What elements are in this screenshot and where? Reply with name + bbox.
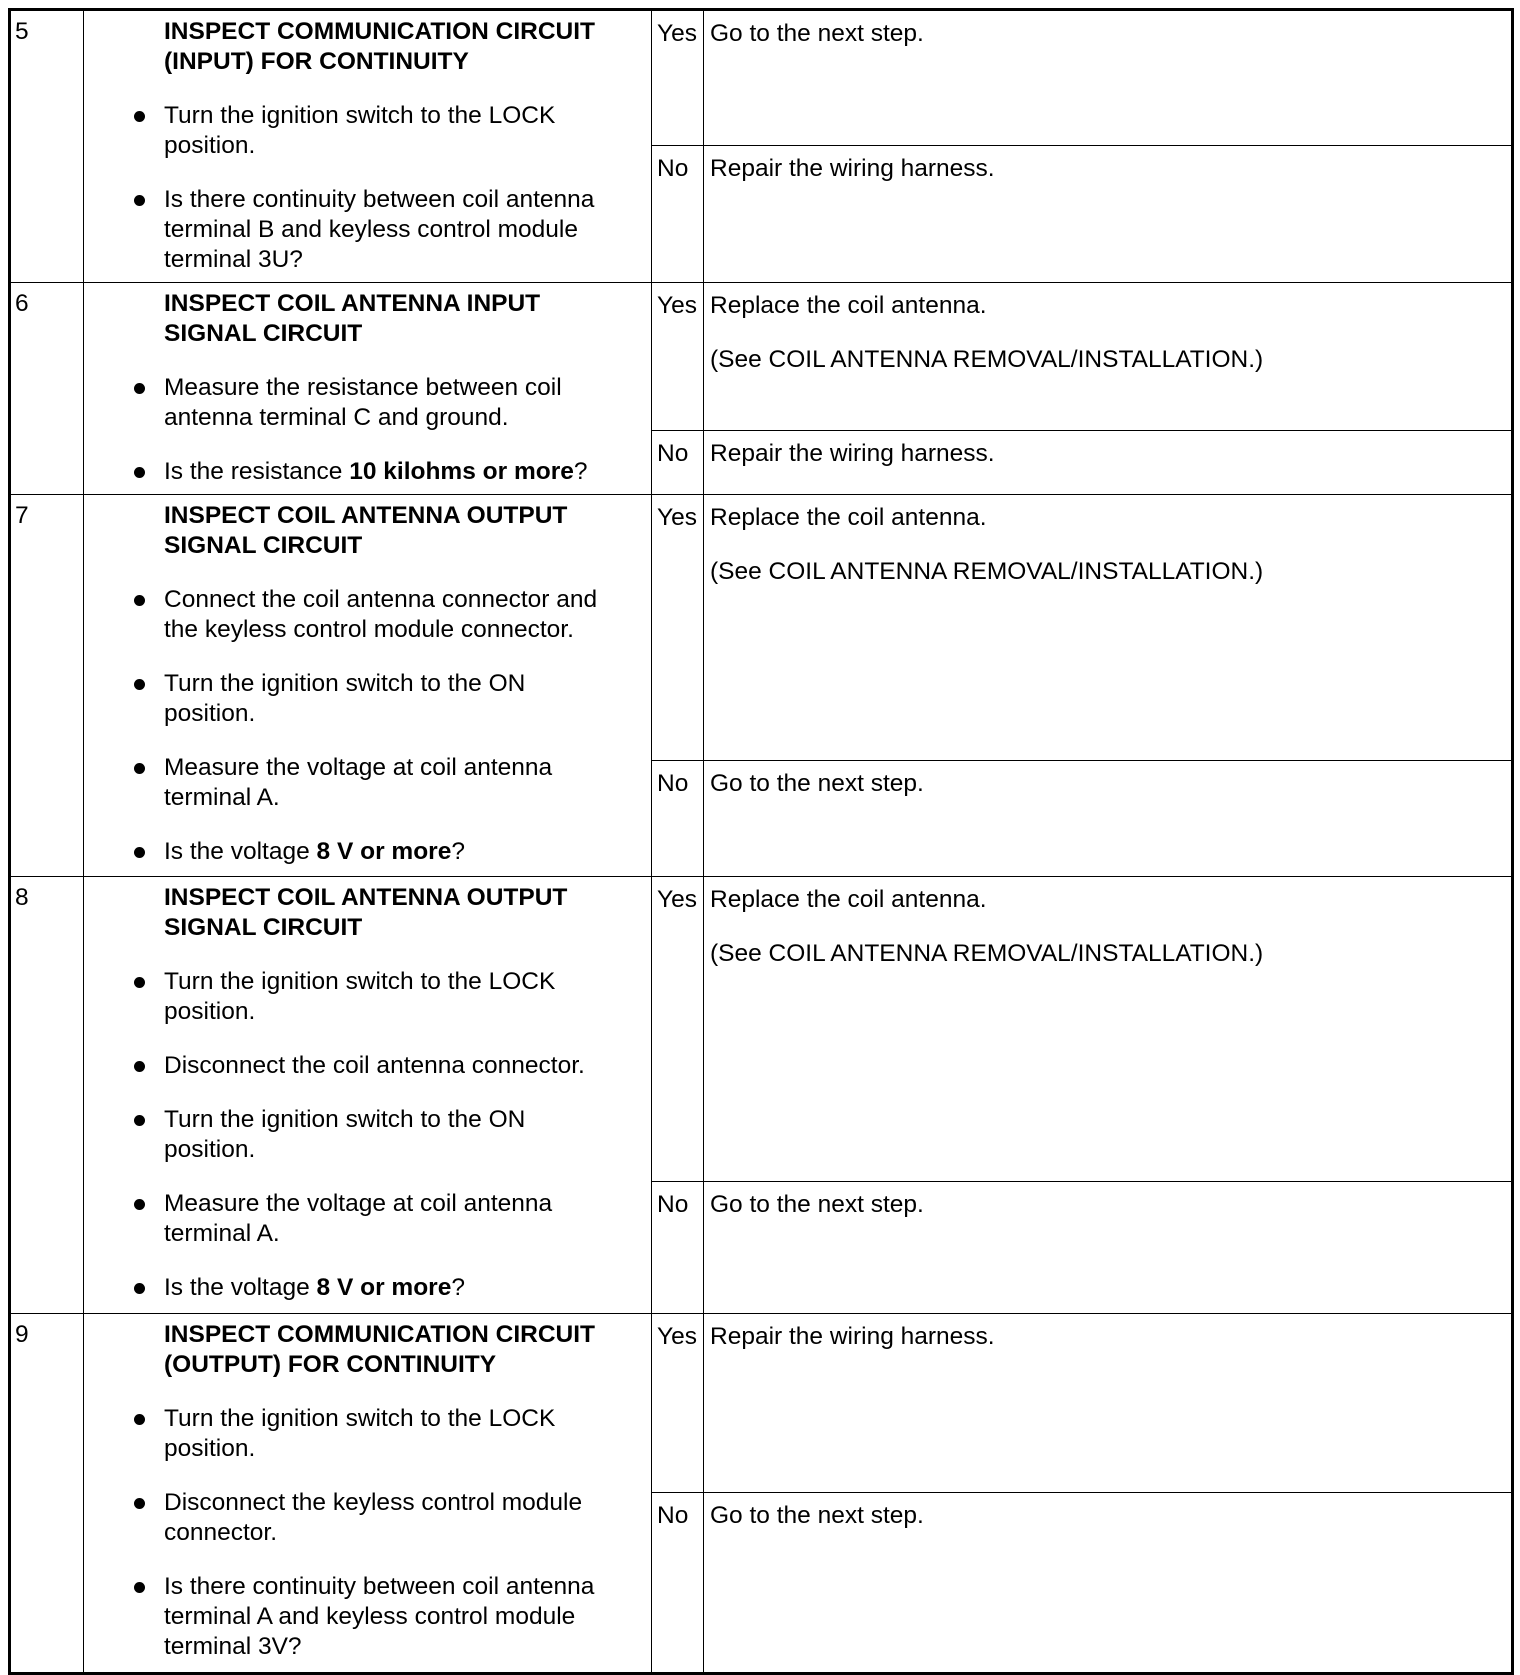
no-label: No: [657, 155, 689, 182]
no-result: Go to the next step.: [710, 770, 924, 797]
action-item: Measure the resistance between coil antenna terminal C and ground.: [164, 373, 613, 433]
yes-label: Yes: [657, 20, 697, 47]
bullet-icon: [134, 1414, 145, 1425]
action-item: Is there continuity between coil antenna terminal B and keyless control module terminal 3U?: [164, 185, 613, 275]
no-label-cell: [652, 431, 704, 495]
step-number-cell: [10, 877, 84, 1314]
action-item: Is the resistance 10 kilohms or more?: [164, 457, 613, 487]
no-label: No: [657, 1502, 689, 1529]
step-number: 9: [15, 1321, 29, 1348]
yes-label: Yes: [657, 886, 697, 913]
no-result-cell: [704, 146, 1513, 283]
bullet-icon: [134, 595, 145, 606]
no-result-cell: [704, 1182, 1513, 1314]
step-action-cell: [84, 1314, 652, 1674]
bullet-icon: [134, 1498, 145, 1509]
bullet-icon: [134, 763, 145, 774]
no-result-cell: [704, 1493, 1513, 1674]
step-row-7-yes: [10, 495, 1513, 761]
yes-result: Replace the coil antenna.: [710, 504, 987, 531]
yes-label-cell: [652, 495, 704, 761]
action-item: Disconnect the keyless control module connector.: [164, 1488, 613, 1548]
action-item: Is the voltage 8 V or more?: [164, 1273, 613, 1303]
step-row-6-yes: [10, 283, 1513, 431]
step-number-cell: [10, 495, 84, 877]
yes-label-cell: [652, 1314, 704, 1493]
yes-result: Replace the coil antenna.: [710, 886, 987, 913]
no-result: Go to the next step.: [710, 1191, 924, 1218]
step-action-cell: [84, 10, 652, 283]
yes-label: Yes: [657, 504, 697, 531]
no-result: Go to the next step.: [710, 1502, 924, 1529]
step-title: INSPECT COIL ANTENNA OUTPUT SIGNAL CIRCUIT: [164, 502, 568, 559]
no-result-cell: [704, 431, 1513, 495]
action-item: Turn the ignition switch to the LOCK position.: [164, 967, 613, 1027]
yes-label-cell: [652, 877, 704, 1182]
step-row-5-yes: [10, 10, 1513, 146]
yes-result-cell: [704, 1314, 1513, 1493]
yes-result-cell: [704, 495, 1513, 761]
action-item: Is the voltage 8 V or more?: [164, 837, 613, 867]
step-number-cell: [10, 10, 84, 283]
step-number: 7: [15, 502, 29, 529]
no-label: No: [657, 440, 689, 467]
step-title: INSPECT COIL ANTENNA INPUT SIGNAL CIRCUIT: [164, 290, 541, 347]
yes-result: Repair the wiring harness.: [710, 1323, 995, 1350]
step-number-cell: [10, 1314, 84, 1674]
action-item: Turn the ignition switch to the LOCK position.: [164, 101, 613, 161]
no-label-cell: [652, 1182, 704, 1314]
step-row-9-yes: [10, 1314, 1513, 1493]
bullet-icon: [134, 1061, 145, 1072]
step-title: INSPECT COMMUNICATION CIRCUIT (INPUT) FOR CONTINUITY: [164, 18, 595, 75]
yes-label: Yes: [657, 292, 697, 319]
step-title: INSPECT COIL ANTENNA OUTPUT SIGNAL CIRCUIT: [164, 884, 568, 941]
bullet-icon: [134, 383, 145, 394]
no-label-cell: [652, 1493, 704, 1674]
bullet-icon: [134, 1199, 145, 1210]
no-result: Repair the wiring harness.: [710, 155, 995, 182]
action-item: Turn the ignition switch to the LOCK position.: [164, 1404, 613, 1464]
yes-note: (See COIL ANTENNA REMOVAL/INSTALLATION.): [710, 940, 1264, 967]
bullet-icon: [134, 467, 145, 478]
yes-result-cell: [704, 283, 1513, 431]
bullet-icon: [134, 1115, 145, 1126]
step-title: INSPECT COMMUNICATION CIRCUIT (OUTPUT) FOR CONTINUITY: [164, 1321, 595, 1378]
bullet-icon: [134, 1582, 145, 1593]
yes-label: Yes: [657, 1323, 697, 1350]
step-action-cell: [84, 283, 652, 495]
action-item: Measure the voltage at coil antenna terminal A.: [164, 1189, 613, 1249]
bullet-icon: [134, 195, 145, 206]
action-item: Measure the voltage at coil antenna terminal A.: [164, 753, 613, 813]
no-label: No: [657, 1191, 689, 1218]
step-row-8-yes: [10, 877, 1513, 1182]
yes-result: Go to the next step.: [710, 20, 924, 47]
yes-result: Replace the coil antenna.: [710, 292, 987, 319]
yes-result-cell: [704, 10, 1513, 146]
step-number-cell: [10, 283, 84, 495]
yes-label-cell: [652, 283, 704, 431]
step-number: 5: [15, 18, 29, 45]
step-number: 8: [15, 884, 29, 911]
action-item: Turn the ignition switch to the ON position.: [164, 669, 613, 729]
action-item: Is there continuity between coil antenna terminal A and keyless control module terminal 3V?: [164, 1572, 613, 1662]
yes-result-cell: [704, 877, 1513, 1182]
no-result: Repair the wiring harness.: [710, 440, 995, 467]
yes-note: (See COIL ANTENNA REMOVAL/INSTALLATION.): [710, 558, 1264, 585]
bullet-icon: [134, 111, 145, 122]
bullet-icon: [134, 679, 145, 690]
no-result-cell: [704, 761, 1513, 877]
action-item: Connect the coil antenna connector and the keyless control module connector.: [164, 585, 613, 645]
yes-label-cell: [652, 10, 704, 146]
step-number: 6: [15, 290, 29, 317]
action-item: Disconnect the coil antenna connector.: [164, 1051, 613, 1081]
action-item: Turn the ignition switch to the ON position.: [164, 1105, 613, 1165]
bullet-icon: [134, 847, 145, 858]
step-action-cell: [84, 495, 652, 877]
bullet-icon: [134, 977, 145, 988]
no-label: No: [657, 770, 689, 797]
no-label-cell: [652, 761, 704, 877]
diagnostic-steps-table: [8, 8, 1514, 1675]
bullet-icon: [134, 1283, 145, 1294]
step-action-cell: [84, 877, 652, 1314]
no-label-cell: [652, 146, 704, 283]
yes-note: (See COIL ANTENNA REMOVAL/INSTALLATION.): [710, 346, 1264, 373]
